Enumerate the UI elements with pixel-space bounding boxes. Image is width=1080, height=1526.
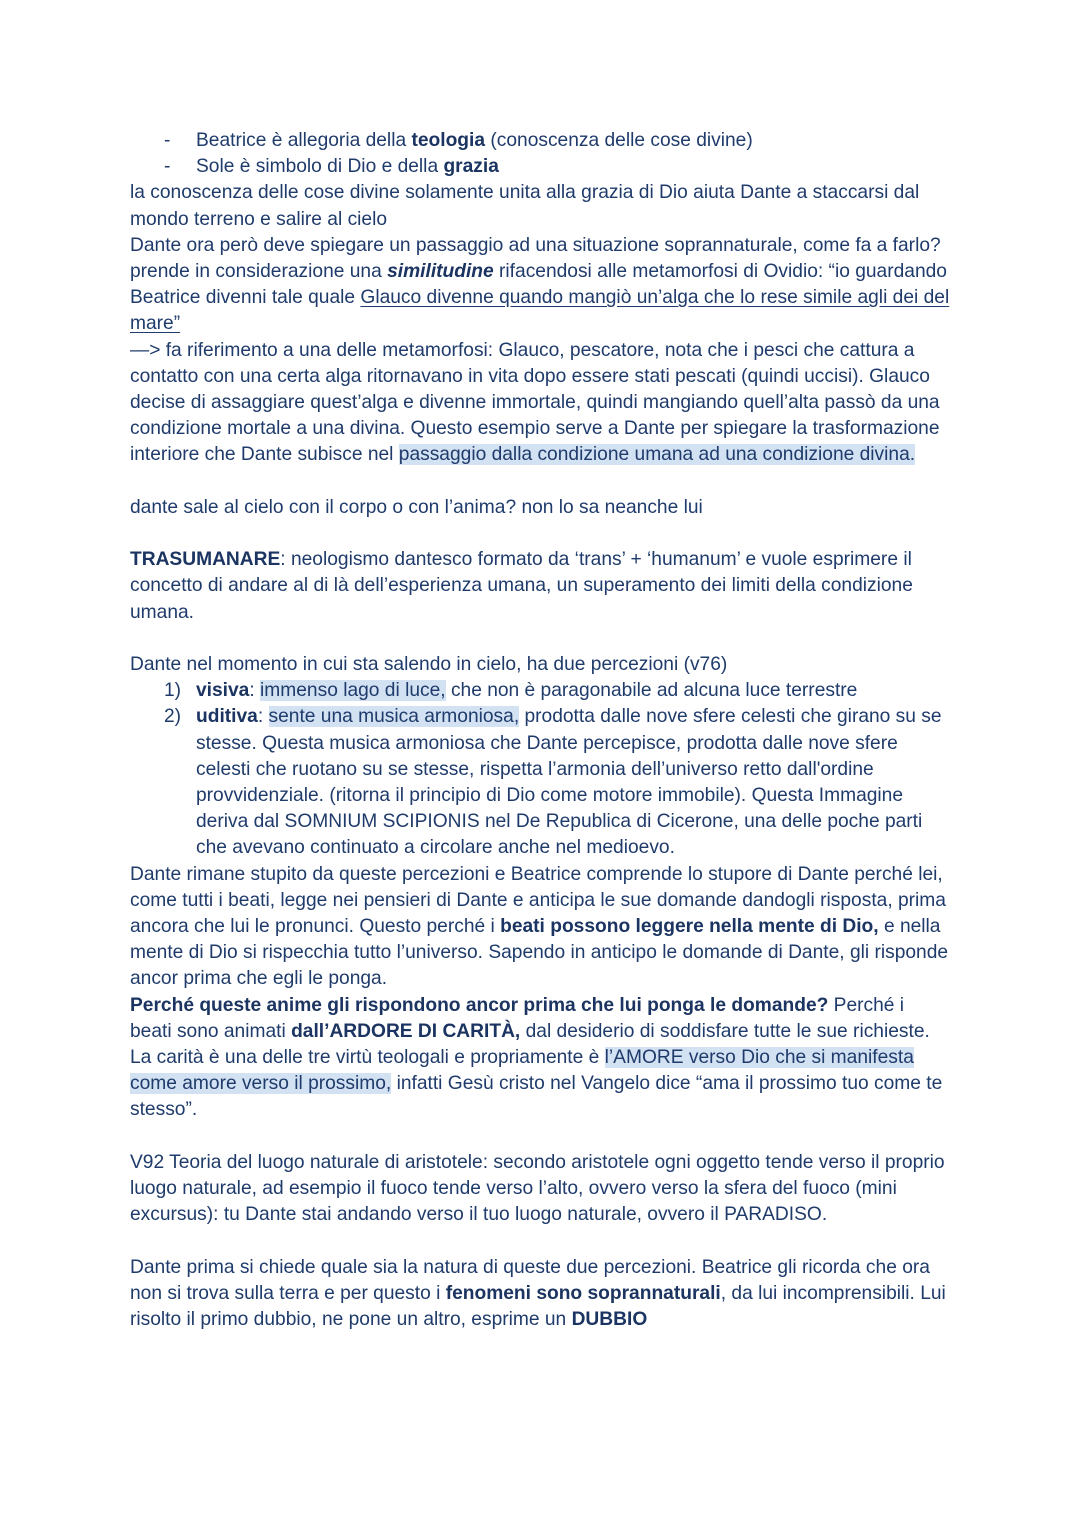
- underlined-quote: Glauco divenne quando mangiò un’alga che lo rese simile agli dei del mare”: [130, 287, 950, 335]
- paragraph-dubbio: Dante prima si chiede quale sia la natura di queste due percezioni. Beatrice gli ricorda che ora non si trova sulla terra e per questo i fenomeni sono soprannaturali, da lui incomprensibili. Lui risolto il primo dubbio, ne pone un altro, esprime un DUBBIO: [130, 1256, 946, 1331]
- numbered-list: [130, 678, 950, 861]
- paragraph-similitudine: Dante ora però deve spiegare un passaggio ad una situazione soprannaturale, come fa a farlo? prende in considerazione una similitudine rifacendosi alle metamorfosi di Ovidio: “io guardando Beatrice divenni tale quale Glauco divenne quando mangiò un’alga che lo rese simile agli dei del mare”: [130, 234, 950, 335]
- paragraph-corpo-anima: dante sale al cielo con il corpo o con l’anima? non lo sa neanche lui: [130, 496, 703, 518]
- list-item-visiva: 1) visiva: immenso lago di luce, che non è paragonabile ad alcuna luce terrestre: [130, 678, 950, 704]
- paragraph-trasumanare: TRASUMANARE: neologismo dantesco formato da ‘trans’ + ‘humanum’ e vuole esprimere il concetto di andare al di là dell’esperienza umana, un superamento dei limiti della condizione umana.: [130, 549, 913, 623]
- list-number: 2): [164, 706, 182, 728]
- highlight-amore: l’AMORE verso Dio che si manifesta come amore verso il prossimo,: [130, 1047, 914, 1095]
- bullet-item-grazia: - Sole è simbolo di Dio e della grazia: [130, 154, 950, 180]
- highlight-musica: sente una musica armoniosa,: [268, 706, 520, 728]
- paragraph-glauco: —> fa riferimento a una delle metamorfosi: Glauco, pescatore, nota che i pesci che cattura a contatto con una certa alga ritornavano in vita dopo essere stati pescati (quindi uccisi). Glauco decise di assaggiare quest’alga e divenne immortale, quindi mangiando quell’alta passò da una condizione mortale a una divina. Questo esempio serve a Dante per spiegare la trasformazione interiore che Dante subisce nel passaggio dalla condizione umana ad una condizione divina.: [130, 339, 940, 466]
- bullet-item-teologia: - Beatrice è allegoria della teologia (conoscenza delle cose divine): [130, 128, 950, 154]
- document-page: [130, 128, 950, 1333]
- paragraph-luogo-naturale: V92 Teoria del luogo naturale di aristotele: secondo aristotele ogni oggetto tende verso il proprio luogo naturale, ad esempio il fuoco tende verso l’alto, ovvero verso la sfera del fuoco (mini excursus): tu Dante stai andando verso il tuo luogo naturale, ovvero il PARADISO.: [130, 1151, 945, 1226]
- paragraph-conoscenza: la conoscenza delle cose divine solamente unita alla grazia di Dio aiuta Dante a staccarsi dal mondo terreno e salire al cielo: [130, 182, 920, 230]
- highlight-lago-luce: immenso lago di luce,: [260, 680, 446, 702]
- list-item-uditiva: 2) uditiva: sente una musica armoniosa, prodotta dalle nove sfere celesti che girano su se stesse. Questa musica armoniosa che Dante percepisce, prodotta dalle nove sfere celesti che ruotano su se stesse, rispetta l’armonia dell’universo retto dall'ordine provvidenziale. (ritorna il principio di Dio come motore immobile). Questa Immagine deriva dal SOMNIUM SCIPIONIS nel De Republica di Cicerone, una delle poche parti che avevano continuato a circolare anche nel medioevo.: [164, 706, 942, 859]
- highlight-condizione-divina: passaggio dalla condizione umana ad una condizione divina.: [398, 444, 916, 466]
- list-number: 1): [164, 680, 182, 702]
- paragraph-stupore: Dante rimane stupito da queste percezioni e Beatrice comprende lo stupore di Dante perché lei, come tutti i beati, legge nei pensieri di Dante e anticipa le sue domande dandogli risposta, prima ancora che lui le pronunci. Questo perché i beati possono leggere nella mente di Dio, e nella mente di Dio si rispecchia tutto l’universo. Sapendo in anticipo le domande di Dante, gli risponde ancor prima che egli le ponga.: [130, 863, 949, 990]
- bullet-list: [130, 128, 950, 180]
- dash-marker: -: [164, 130, 171, 151]
- paragraph-carita: Perché queste anime gli rispondono ancor prima che lui ponga le domande? Perché i beati sono animati dall’ARDORE DI CARITÀ, dal desiderio di soddisfare tutte le sue richieste. La carità è una delle tre virtù teologali e propriamente è l’AMORE verso Dio che si manifesta come amore verso il prossimo, infatti Gesù cristo nel Vangelo dice “ama il prossimo tuo come te stesso”.: [130, 994, 943, 1121]
- dash-marker: -: [164, 156, 171, 178]
- paragraph-percezioni: Dante nel momento in cui sta salendo in cielo, ha due percezioni (v76): [130, 654, 728, 676]
